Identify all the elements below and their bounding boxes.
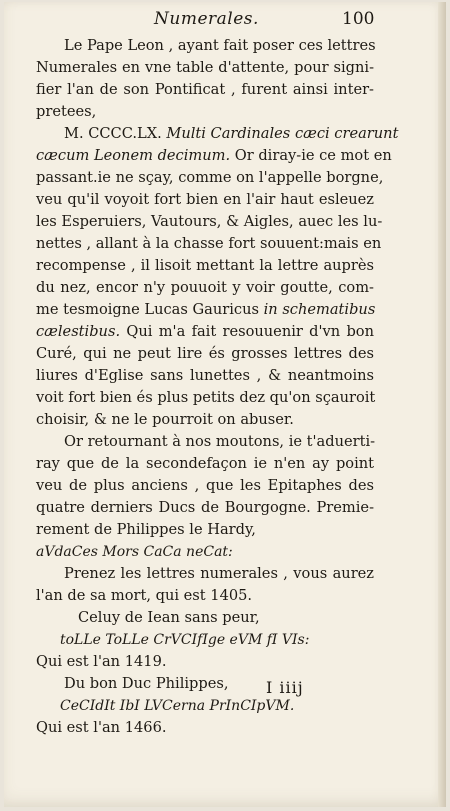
roman-text: veu qu'il voyoit fort bien en l'air haut esleuez bbox=[36, 191, 374, 208]
roman-text: M. CCCC.LX. bbox=[64, 125, 167, 142]
roman-text: Qui est l'an 1466. bbox=[36, 719, 167, 736]
italic-text: aVdaCes Mors CaCa neCat: bbox=[36, 544, 233, 560]
text-line bbox=[36, 79, 374, 101]
roman-text: Qui m'a fait resouuenir d'vn bon bbox=[120, 323, 374, 340]
text-line bbox=[36, 299, 374, 321]
roman-text: Celuy de Iean sans peur, bbox=[78, 609, 260, 626]
roman-text: veu de plus anciens , que les Epitaphes des bbox=[36, 477, 374, 494]
italic-text: CeCIdIt IbI LVCerna PrInCIpVM. bbox=[60, 698, 295, 714]
text-line bbox=[36, 607, 374, 629]
roman-text: Or diray-ie ce mot en bbox=[230, 147, 392, 164]
book-page bbox=[4, 2, 446, 807]
text-line bbox=[36, 497, 374, 519]
page-number: 100 bbox=[342, 9, 375, 29]
text-line bbox=[36, 255, 374, 277]
signature-mark: I iiij bbox=[266, 678, 304, 697]
text-line bbox=[36, 233, 382, 255]
page-gutter-shadow bbox=[438, 2, 446, 807]
text-line bbox=[36, 321, 374, 343]
italic-text: cæcum Leonem decimum. bbox=[36, 147, 231, 164]
roman-text: choisir, & ne le pourroit on abuser. bbox=[36, 411, 294, 428]
text-line bbox=[36, 123, 399, 145]
roman-text: voit fort bien és plus petits dez qu'on sçauroit bbox=[36, 389, 376, 406]
roman-text: liures d'Eglise sans lunettes , & neantmoins bbox=[36, 367, 374, 384]
text-line bbox=[36, 563, 374, 585]
text-line bbox=[36, 189, 374, 211]
text-line bbox=[36, 409, 374, 431]
roman-text: quatre derniers Ducs de Bourgogne. Premie- bbox=[36, 499, 374, 516]
page-header bbox=[4, 5, 446, 29]
text-line bbox=[36, 343, 374, 365]
text-line bbox=[36, 541, 374, 563]
text-line bbox=[36, 365, 374, 387]
text-line bbox=[36, 453, 374, 475]
text-line bbox=[36, 35, 374, 57]
roman-text: ray que de la secondefaçon ie n'en ay point bbox=[36, 455, 374, 472]
text-line bbox=[36, 277, 374, 299]
text-line bbox=[36, 387, 374, 409]
text-line bbox=[36, 519, 374, 541]
roman-text: Prenez les lettres numerales , vous aurez bbox=[64, 565, 374, 582]
roman-text: Or retournant à nos moutons, ie t'aduerti- bbox=[64, 433, 376, 450]
text-line bbox=[36, 431, 374, 453]
roman-text: fier l'an de son Pontificat , furent ainsi inter- bbox=[36, 81, 374, 98]
text-line bbox=[36, 717, 374, 739]
text-line bbox=[36, 101, 374, 123]
italic-text: toLLe ToLLe CrVCIfIge eVM fI VIs: bbox=[60, 632, 310, 648]
roman-text: du nez, encor n'y pouuoit y voir goutte, com- bbox=[36, 279, 374, 296]
text-line bbox=[36, 145, 392, 167]
roman-text: l'an de sa mort, qui est 1405. bbox=[36, 587, 253, 604]
roman-text: Le Pape Leon , ayant fait poser ces lettres bbox=[64, 37, 376, 54]
text-line bbox=[36, 673, 374, 695]
text-line bbox=[36, 475, 374, 497]
text-line bbox=[36, 695, 374, 717]
roman-text: Du bon Duc Philippes, bbox=[64, 675, 229, 692]
roman-text: passant.ie ne sçay, comme on l'appelle borgne, bbox=[36, 169, 384, 186]
roman-text: nettes , allant à la chasse fort souuent:mais en bbox=[36, 235, 382, 252]
text-line bbox=[36, 585, 374, 607]
roman-text: Numerales en vne table d'attente, pour signi- bbox=[36, 59, 374, 76]
roman-text: Qui est l'an 1419. bbox=[36, 653, 167, 670]
roman-text: rement de Philippes le Hardy, bbox=[36, 521, 256, 538]
roman-text: pretees, bbox=[36, 103, 97, 120]
running-head: Numerales. bbox=[154, 9, 259, 29]
roman-text: recompense , il lisoit mettant la lettre auprès bbox=[36, 257, 374, 274]
italic-text: in schematibus bbox=[263, 301, 376, 318]
italic-text: cælestibus. bbox=[36, 323, 121, 340]
text-line bbox=[36, 629, 374, 651]
text-line bbox=[36, 167, 384, 189]
italic-text: Multi Cardinales cæci crearunt bbox=[166, 125, 399, 142]
roman-text: me tesmoigne Lucas Gauricus bbox=[36, 301, 264, 318]
text-line bbox=[36, 651, 374, 673]
roman-text: Curé, qui ne peut lire és grosses lettres des bbox=[36, 345, 374, 362]
text-line bbox=[36, 57, 374, 79]
text-line bbox=[36, 211, 383, 233]
body-text bbox=[36, 35, 399, 739]
roman-text: les Esperuiers, Vautours, & Aigles, auec les lu- bbox=[36, 213, 383, 230]
